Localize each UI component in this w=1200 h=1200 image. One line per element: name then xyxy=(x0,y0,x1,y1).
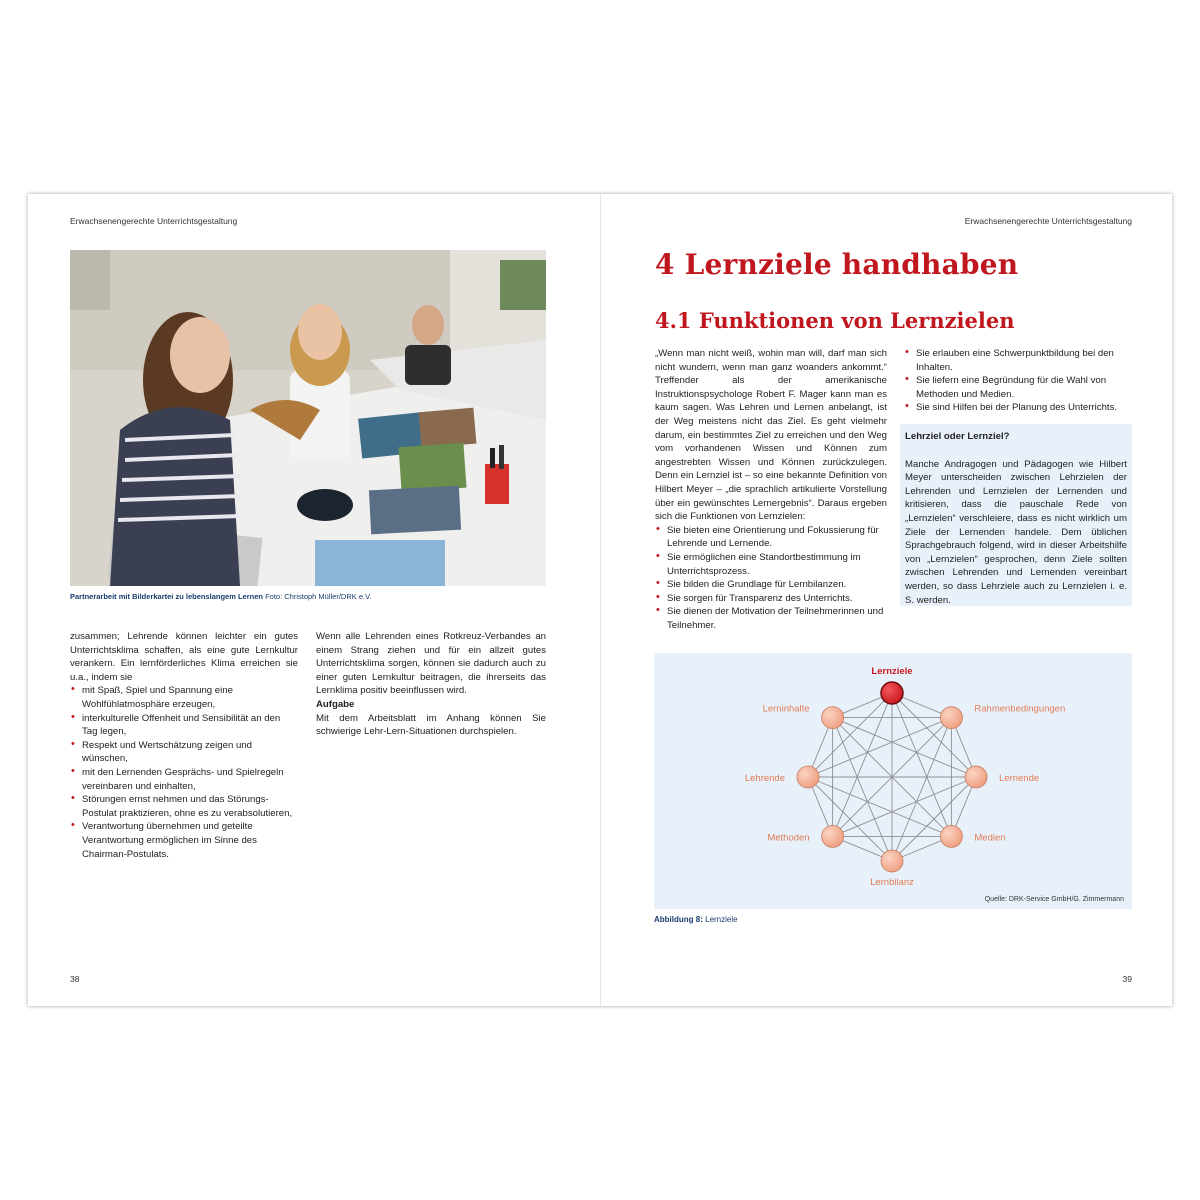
list-item: • Verantwortung übernehmen und geteilte Verantwortung ermöglichen im Sinne des Chairman-Postulats. xyxy=(70,820,298,861)
photo-caption-credit: Foto: Christoph Müller/DRK e.V. xyxy=(262,592,372,601)
list-item: • Sie ermöglichen eine Standortbestimmung im Unterrichtsprozess. xyxy=(655,551,887,578)
list-item: • mit den Lernenden Gesprächs- und Spielregeln vereinbaren und einhalten, xyxy=(70,766,298,793)
node-label-medien: Medien xyxy=(974,832,1006,844)
info-box-title: Lehrziel oder Lernziel? xyxy=(905,431,1010,442)
page-number-right: 39 xyxy=(1122,974,1132,984)
node-lernbilanz xyxy=(881,850,903,872)
photo-caption-title: Partnerarbeit mit Bilderkartei zu lebenslangem Lernen xyxy=(70,592,263,601)
climate-list xyxy=(70,684,298,861)
photo-caption xyxy=(70,592,372,601)
list-item: • Sie sind Hilfen bei der Planung des Unterrichts. xyxy=(904,401,1132,415)
node-lerninhalte xyxy=(822,707,844,729)
functions-list-continued xyxy=(904,347,1132,415)
left-col2-text: Wenn alle Lehrenden eines Rotkreuz-Verbandes an einem Strang ziehen und für ein allzeit gutes Unterrichtsklima sorgen, können sie dadurch auch zu einer guten Lernkultur beitragen, die ihrerseits das Lernklima positiv beeinflussen wird. xyxy=(316,631,546,697)
task-text: Mit dem Arbeitsblatt im Anhang können Sie schwierige Lehr-Lern-Situationen durchspielen. xyxy=(316,712,546,738)
node-label-lernende: Lernende xyxy=(999,773,1040,784)
list-item: • mit Spaß, Spiel und Spannung eine Wohlfühlatmosphäre erzeugen, xyxy=(70,684,298,711)
task-heading: Aufgabe xyxy=(316,698,355,710)
node-rahmenbedingungen xyxy=(940,707,962,729)
list-item: • Sie bieten eine Orientierung und Fokussierung für Lehrende und Lernende. xyxy=(655,524,887,551)
info-box-text: Manche Andragogen und Pädagogen wie Hilbert Meyer unterscheiden zwischen Lehrzielen der Lehrenden und Lernzielen der Lernenden und kritisieren, dass die pauschale Rede von „Lernzielen“ verschleiere, dass es nicht wirklich um Ziele der Lernenden handele. Dem üblichen Sprachgebrauch folgend, wird in dieser Arbeitshilfe von „Lernzielen“ gesprochen, denn Ziele sollten zwischen Lehrenden und Lernenden vereinbart werden, so dass Lehrziele auch zu Lernzielen i. e. S. werden. xyxy=(905,458,1127,606)
section-title: 4.1 Funktionen von Lernzielen xyxy=(655,308,1015,333)
info-box xyxy=(900,424,1132,606)
node-lernziele xyxy=(881,682,903,704)
right-col1-text: „Wenn man nicht weiß, wohin man will, darf man sich nicht wundern, wenn man ganz woanders ankommt.“ Treffender als der amerikanische Instruktionspsychologe Robert F. Mager kann man es kaum sagen. Was Lehren und Lernen anbelangt, ist der Weg meistens nicht das Ziel. Es geht vielmehr darum, ein bestimmtes Ziel zu erreichen und den Weg vom vorhandenen Wissen und Können zum angestrebten Wissen und Können zurückzulegen. Denn ein Lernziel ist – so eine bekannte Definition von Hilbert Meyer – „die sprachlich artikulierte Vorstellung über ein gewünschtes Lernergebnis“. Daraus ergeben sich die Funktionen von Lernzielen: xyxy=(655,348,887,523)
list-item: • Sie liefern eine Begründung für die Wahl von Methoden und Medien. xyxy=(904,374,1132,401)
node-medien xyxy=(940,825,962,847)
node-label-lehrende: Lehrende xyxy=(744,773,785,784)
list-item: • Störungen ernst nehmen und das Störungs-Postulat praktizieren, ohne es zu verabsolutieren, xyxy=(70,793,298,820)
list-item: • interkulturelle Offenheit und Sensibilität an den Tag legen, xyxy=(70,712,298,739)
chapter-title: 4 Lernziele handhaben xyxy=(655,248,1019,281)
node-lehrende xyxy=(797,766,819,788)
left-column-2 xyxy=(316,630,546,739)
page-number-left: 38 xyxy=(70,974,80,984)
lernziele-diagram xyxy=(654,653,1132,909)
node-methoden xyxy=(822,825,844,847)
functions-list xyxy=(655,524,887,633)
node-label-lernbilanz: Lernbilanz xyxy=(870,877,914,888)
classroom-photo xyxy=(70,250,546,586)
list-item: • Sie bilden die Grundlage für Lernbilanzen. xyxy=(655,578,887,592)
figure-source: Quelle: DRK-Service GmbH/G. Zimmermann xyxy=(984,896,1124,903)
network-diagram xyxy=(654,653,1132,909)
right-column-1 xyxy=(655,347,887,632)
left-column-1 xyxy=(70,630,298,861)
photo-illustration xyxy=(70,250,546,586)
book-spread xyxy=(28,194,1172,1006)
figure-caption-text: Lernziele xyxy=(702,915,738,924)
right-column-2 xyxy=(904,347,1132,415)
node-label-methoden: Methoden xyxy=(767,832,810,844)
node-label-lerninhalte: Lerninhalte xyxy=(762,703,810,715)
list-item: • Sie sorgen für Transparenz des Unterrichts. xyxy=(655,592,887,606)
list-item: • Respekt und Wertschätzung zeigen und wünschen, xyxy=(70,739,298,766)
list-item: • Sie dienen der Motivation der Teilnehmerinnen und Teilnehmer. xyxy=(655,605,887,632)
node-label-lernziele: Lernziele xyxy=(871,666,913,677)
running-head-right: Erwachsenengerechte Unterrichtsgestaltung xyxy=(964,216,1132,226)
figure-caption-label: Abbildung 8: xyxy=(654,915,703,924)
left-col1-intro: zusammen; Lehrende können leichter ein gutes Unterrichtsklima schaffen, als eine gute Lernkultur verankern. Ein lernförderliches Klima erreichen sie u.a., indem sie xyxy=(70,631,298,683)
node-label-rahmenbedingungen: Rahmenbedingungen xyxy=(974,703,1066,715)
gutter xyxy=(600,194,601,1006)
running-head-left: Erwachsenengerechte Unterrichtsgestaltung xyxy=(70,216,238,226)
node-lernende xyxy=(965,766,987,788)
figure-caption xyxy=(654,915,738,924)
list-item: • Sie erlauben eine Schwerpunktbildung bei den Inhalten. xyxy=(904,347,1132,374)
